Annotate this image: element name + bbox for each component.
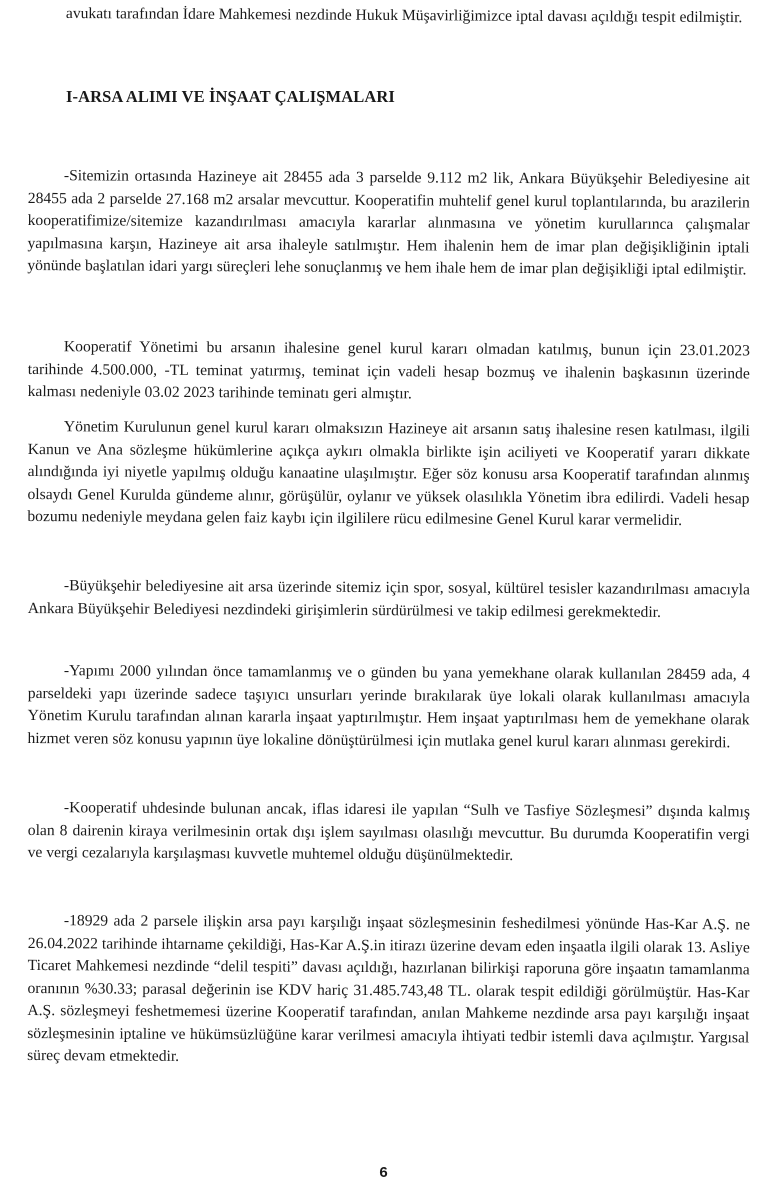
section-heading: I-ARSA ALIMI VE İNŞAAT ÇALIŞMALARI [66,87,395,106]
page-number: 6 [379,1164,388,1181]
paragraph-land-parcels: -Sitemizin ortasında Hazineye ait 28455 ada 3 parselde 9.112 m2 lik, Ankara Büyükşehir Belediyesine ait 28455 ada 2 parselde 27.168 m2 arsalar mevcuttur. Kooperatifin muhtelif genel kurul toplantılarında, bu arazilerin kooperatifimize/sitemize kazandırılması amacıyla kararlar alınmasına ve yönetim kurullarınca çalışmalar yapılmasına karşın, Hazineye ait arsa ihaleyle satılmıştır. Hem ihalenin hem de imar plan değişikliğinin iptali yönünde başlatılan idari yargı süreçleri lehe sonuçlanmış ve hem ihale hem de imar plan değişikliği iptal edilmiştir. [27,167,750,279]
intro-paragraph: avukatı tarafından İdare Mahkemesi nezdinde Hukuk Müşavirliğimizce iptal davası açıldığı tespit edilmiştir. [65,4,743,27]
paragraph-construction-contract: -18929 ada 2 parsele ilişkin arsa payı karşılığı inşaat sözleşmesinin feshedilmesi yönünde Has-Kar A.Ş. ne 26.04.2022 tarihinde ihtarname çekildiği, Has-Kar A.Ş.in itirazı üzerine devam eden inşaatla ilgili olarak 13. Asliye Ticaret Mahkemesi nezdinde “delil tespiti” davası açıldığı, hazırlanan bilirkişi raporuna göre inşaatın tamamlanma oranının %30.33; parasal değerinin ise KDV hariç 31.485.743,48 TL. olarak tespit edildiği görülmüştür. Has-Kar A.Ş. sözleşmeyi feshetmemesi üzerine Kooperatif tarafından, anılan Mahkeme nezdinde arsa payı karşılığı inşaat sözleşmesinin iptaline ve hükümsüzlüğüne karar verilmesi amacıyla ihtiyati tedbir istemli dava açılmıştır. Yargısal süreç devam etmektedir. [27,912,750,1065]
paragraph-board-assessment: Yönetim Kurulunun genel kurul kararı olmaksızın Hazineye ait arsanın satış ihalesine resen katılması, ilgili Kanun ve Ana sözleşme hükümlerine açıkça aykırı olmakla birlikte işin aciliyeti ve Kooperatif yararı dikkate alındığında iyi niyetle yapılmış olduğu kanaatine ulaşılmıştır. Eğer söz konusu arsa Kooperatif tarafından alınmış olsaydı Genel Kurulda gündeme alınır, görüşülür, oylanır ve yüksek olasılıkla Yönetim ibra edilirdi. Vadeli hesap bozumu nedeniyle meydana gelen faiz kaybı için ilgililere rücu edilmesine Genel Kurul karar vermelidir. [27,418,750,529]
paragraph-member-lounge: -Yapımı 2000 yılından önce tamamlanmış ve o günden bu yana yemekhane olarak kullanılan 28459 ada, 4 parseldeki yapı üzerinde sadece taşıyıcı unsurları yerinde bırakılarak üye lokali olarak kullanılması amacıyla Yönetim Kurulu tarafından alınan kararla inşaat yaptırılmıştır. Hem inşaat yaptırılması hem de yemekhane olarak hizmet veren söz konusu yapının üye lokaline dönüştürülmesi için mutlaka genel kurul kararı alınması gerekirdi. [27,662,750,751]
paragraph-rented-apartments: -Kooperatif uhdesinde bulunan ancak, iflas idaresi ile yapılan “Sulh ve Tasfiye Sözleşmesi” dışında kalmış olan 8 dairenin kiraya verilmesinin ortak dışı işlem sayılması olasılığı mevcuttur. Bu durumda Kooperatifin vergi ve vergi cezalarıyla karşılaşması kuvvetle muhtemel olduğu düşünülmektedir. [27,799,750,864]
paragraph-municipality-land: -Büyükşehir belediyesine ait arsa üzerinde sitemiz için spor, sosyal, kültürel tesisler kazandırılması amacıyla Ankara Büyükşehir Belediyesi nezdindeki girişimlerin sürdürülmesi ve takip edilmesi gerekmektedir. [27,577,750,621]
paragraph-tender-participation: Kooperatif Yönetimi bu arsanın ihalesine genel kurul kararı olmadan katılmış, bunun için 23.01.2023 tarihinde 4.500.000, -TL teminat yatırmış, teminat için vadeli hesap bozmuş ve ihalenin başkasının üzerinde kalması nedeniyle 03.02 2023 tarihinde teminatı geri almıştır. [27,338,750,403]
